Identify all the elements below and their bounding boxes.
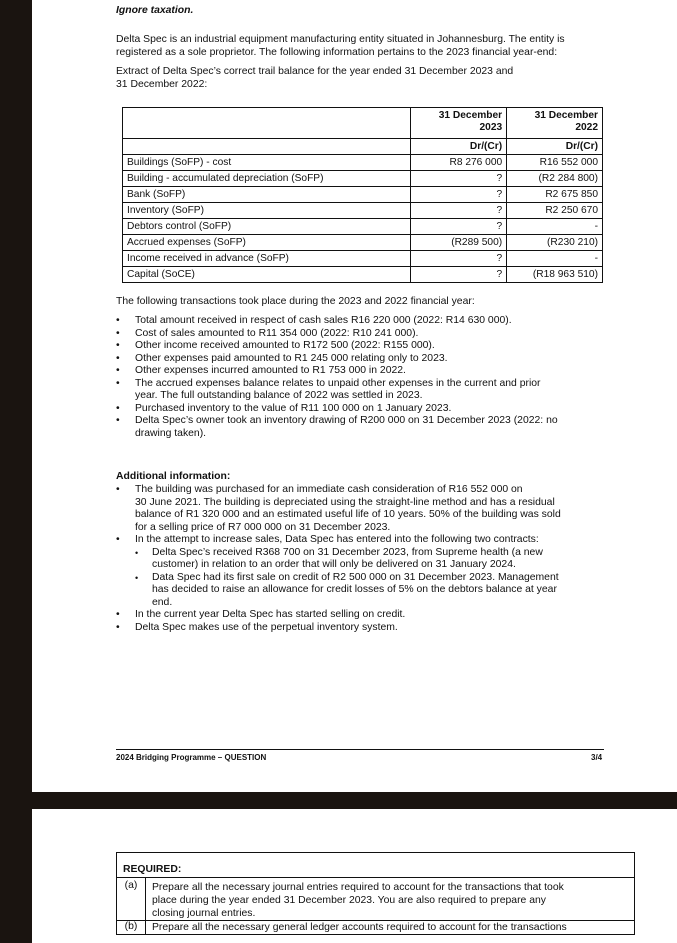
contracts-sublist — [135, 547, 606, 610]
table-row: Bank (SoFP) ? R2 675 850 — [123, 187, 603, 203]
header-2023: 31 December 2023 — [411, 108, 507, 139]
footer-divider — [116, 749, 604, 750]
required-item-b — [117, 920, 634, 934]
list-item: • Total amount received in respect of cash sales R16 220 000 (2022: R14 630 000). — [116, 315, 606, 328]
table-row: Debtors control (SoFP) ? - — [123, 219, 603, 235]
list-item: • Purchased inventory to the value of R11 100 000 on 1 January 2023. — [116, 403, 606, 416]
list-item: • Delta Spec’s owner took an inventory drawing of R200 000 on 31 December 2023 (2022: no drawing taken). — [116, 415, 606, 440]
table-row: Accrued expenses (SoFP) (R289 500) (R230 210) — [123, 235, 603, 251]
subheader-2023: Dr/(Cr) — [411, 139, 507, 155]
page-4 — [32, 809, 677, 943]
table-row: Capital (SoCE) ? (R18 963 510) — [123, 267, 603, 283]
table-row: Buildings (SoFP) - cost R8 276 000 R16 552 000 — [123, 155, 603, 171]
table-row: Inventory (SoFP) ? R2 250 670 — [123, 203, 603, 219]
transactions-heading: The following transactions took place during the 2023 and 2022 financial year: — [116, 296, 475, 307]
subheader-2022: Dr/(Cr) — [507, 139, 603, 155]
header-blank-cell — [123, 108, 411, 139]
table-row: Income received in advance (SoFP) ? - — [123, 251, 603, 267]
list-item: • In the current year Delta Spec has started selling on credit. — [116, 609, 606, 622]
list-item: • Cost of sales amounted to R11 354 000 (2022: R10 241 000). — [116, 328, 606, 341]
trial-balance-caption: Extract of Delta Spec’s correct trail balance for the year ended 31 December 2023 and 31 December 2022: — [116, 66, 514, 90]
required-box — [116, 852, 635, 935]
list-item: • The accrued expenses balance relates to unpaid other expenses in the current and prior year. The full outstanding balance of 2022 was settled in 2023. — [116, 378, 606, 403]
required-title: REQUIRED: — [117, 853, 634, 878]
table-header-row — [123, 108, 603, 139]
list-item: • Other expenses paid amounted to R1 245 000 relating only to 2023. — [116, 353, 606, 366]
item-a-text: Prepare all the necessary journal entries required to account for the transactions that took place during the year ended 31 December 2023. You are also required to prepare any closing journal entries. — [152, 882, 564, 919]
list-item: • Data Spec had its first sale on credit of R2 500 000 on 31 December 2023. Management has decided to raise an allowance for credit losses of 5% on the debtors balance at year end. — [135, 572, 606, 610]
additional-info-list — [116, 484, 606, 634]
item-b-text: Prepare all the necessary general ledger accounts required to account for the transactions — [152, 922, 567, 933]
list-item: • Delta Spec’s received R368 700 on 31 December 2023, from Supreme health (a new customer) in relation to an order that will only be delivered on 31 January 2024. — [135, 547, 606, 572]
item-b-label: (b) — [117, 921, 146, 934]
page-number: 3/4 — [591, 753, 603, 762]
header-2022: 31 December 2022 — [507, 108, 603, 139]
list-item: • The building was purchased for an immediate cash consideration of R16 552 000 on 30 June 2021. The building is depreciated using the straight-line method and has a residual balance of R1 320 000 and an estimated useful life of 10 years. 50% of the building was sold for a selling price of R7 000 000 on 31 December 2023. — [116, 484, 606, 534]
list-item: • Other income received amounted to R172 500 (2022: R155 000). — [116, 340, 606, 353]
table-subheader-row — [123, 139, 603, 155]
list-item: • Other expenses incurred amounted to R1 753 000 in 2022. — [116, 365, 606, 378]
intro-paragraph: Delta Spec is an industrial equipment manufacturing entity situated in Johannesburg. The entity is registered as a sole proprietor. The following information pertains to the 2023 financial year-end: — [116, 34, 565, 58]
ignore-taxation-note: Ignore taxation. — [116, 5, 194, 16]
trial-balance-table — [122, 107, 603, 283]
footer-left: 2024 Bridging Programme – QUESTION — [116, 753, 267, 762]
list-item: • Delta Spec makes use of the perpetual inventory system. — [116, 622, 606, 635]
required-item-a — [117, 878, 634, 920]
transactions-list — [116, 315, 606, 440]
item-a-label: (a) — [117, 878, 146, 920]
additional-info-heading: Additional information: — [116, 471, 231, 482]
table-row: Building - accumulated depreciation (SoFP) ? (R2 284 800) — [123, 171, 603, 187]
list-item: • In the attempt to increase sales, Data Spec has entered into the following two contracts: • Delta Spec’s received R368 700 on 31 December 2023, from Supreme health (a new customer) in relation to an order that will only be delivered on 31 January 2024. • Data Spec had its first sale on credit of R2 500 000 on 31 December 2023. Management has decided to raise an allowance for credit losses of 5% on the debtors balance at year end. — [116, 534, 606, 609]
